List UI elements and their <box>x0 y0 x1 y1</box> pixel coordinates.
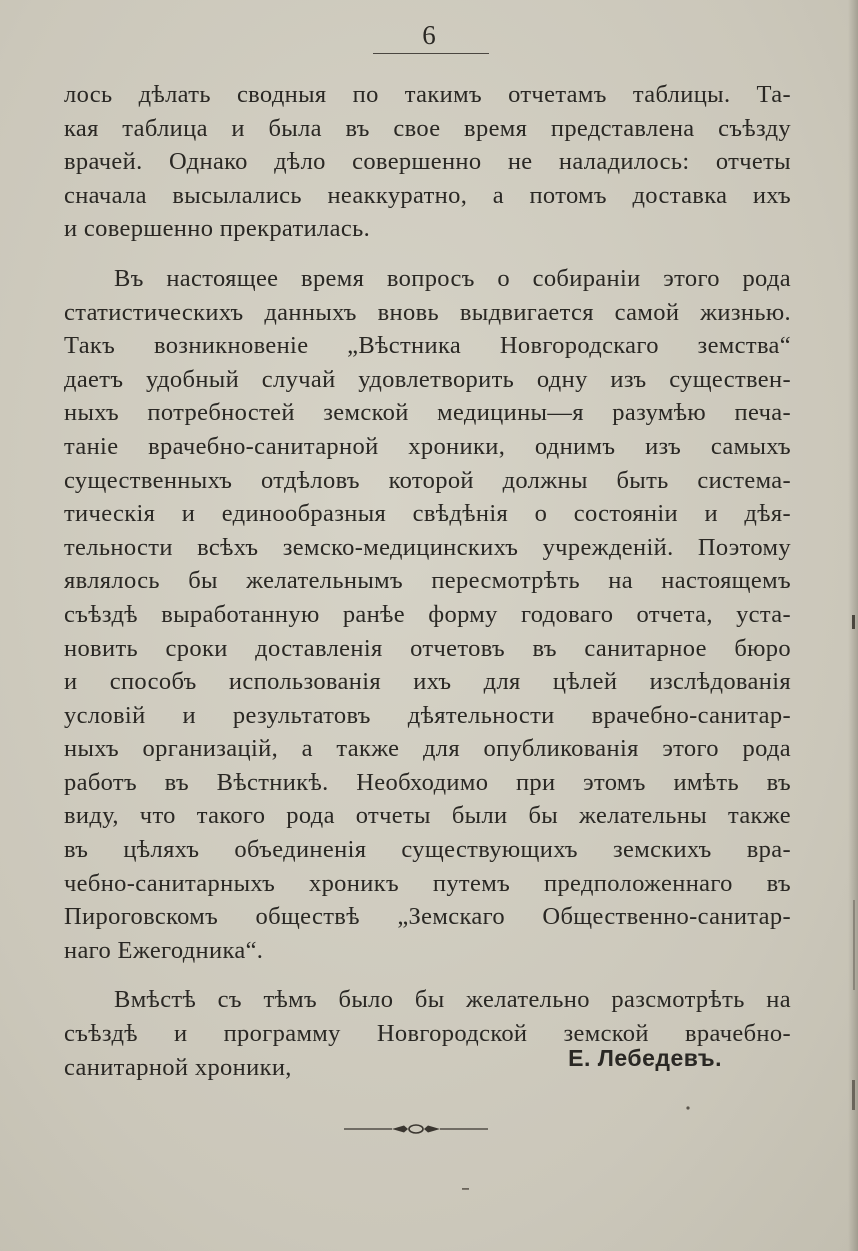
ornament-divider <box>342 1122 490 1136</box>
text-line: съѣздѣ и программу Новгородской земской врачебно- <box>64 1020 791 1048</box>
paragraph-gap <box>64 967 791 983</box>
text-line: и совершенно прекратилась. <box>64 215 371 243</box>
text-line: существенныхъ отдѣловъ которой должны быть система- <box>64 466 791 494</box>
text-line: танiе врачебно-санитарной хроники, однимъ изъ самыхъ <box>64 432 791 460</box>
text-line: Пироговскомъ обществѣ „Земскаго Общественно-санитар- <box>64 903 791 931</box>
body-text <box>64 78 791 1084</box>
text-line: наго Ежегодника“. <box>64 936 264 964</box>
text-line: тическiя и единообразныя свѣдѣнiя о состоянiи и дѣя- <box>64 500 791 528</box>
text-line: санитарной хроники, <box>64 1053 292 1081</box>
text-line: ныхъ организацiй, а также для опубликованiя этого рода <box>64 735 791 763</box>
text-line: Вмѣстѣ съ тѣмъ было бы желательно разсмотрѣть на <box>114 986 791 1014</box>
text-line: чебно-санитарныхъ хроникъ путемъ предположеннаго въ <box>64 869 791 897</box>
text-line: кая таблица и была въ свое время представлена съѣзду <box>64 114 791 142</box>
paragraph-gap <box>64 246 791 262</box>
text-line: сначала высылались неаккуратно, а потомъ доставка ихъ <box>64 181 791 209</box>
text-line: и способъ использованiя ихъ для цѣлей изслѣдованiя <box>64 668 791 696</box>
text-line: врачей. Однако дѣло совершенно не наладилось: отчеты <box>64 148 791 176</box>
text-line: Такъ возникновенiе „Вѣстника Новгородскаго земства“ <box>64 332 791 360</box>
text-line: статистическихъ данныхъ вновь выдвигается самой жизнью. <box>64 298 791 326</box>
text-line: условiй и результатовъ дѣятельности врачебно-санитар- <box>64 701 791 729</box>
text-line: работъ въ Вѣстникѣ. Необходимо при этомъ имѣть въ <box>64 768 791 796</box>
text-line: лось дѣлать сводныя по такимъ отчетамъ таблицы. Та- <box>64 81 791 108</box>
text-line: съѣздѣ выработанную ранѣе форму годоваго отчета, уста- <box>64 600 791 628</box>
header-rule <box>373 53 489 54</box>
text-line: Въ настоящее время вопросъ о собиранiи этого рода <box>114 264 791 292</box>
text-line: ныхъ потребностей земской медицины—я разумѣю печа- <box>64 399 791 427</box>
text-line: новить сроки доставленiя отчетовъ въ санитарное бюро <box>64 634 791 662</box>
text-line: даетъ удобный случай удовлетворить одну изъ существен- <box>64 365 791 393</box>
page-edge-shadow <box>848 0 858 1251</box>
text-line: виду, что такого рода отчеты были бы желательны также <box>64 802 791 830</box>
text-line: тельности всѣхъ земско-медицинскихъ учрежденiй. Поэтому <box>64 533 791 561</box>
paragraph-1 <box>64 78 791 246</box>
page-number: 6 <box>422 20 436 50</box>
author-signature: Е. Лебедевъ. <box>568 1045 722 1071</box>
text-line: въ цѣляхъ объединенiя существующихъ земскихъ вра- <box>64 836 791 864</box>
text-line: являлось бы желательнымъ пересмотрѣть на настоящемъ <box>64 567 791 595</box>
paragraph-2 <box>64 262 791 967</box>
